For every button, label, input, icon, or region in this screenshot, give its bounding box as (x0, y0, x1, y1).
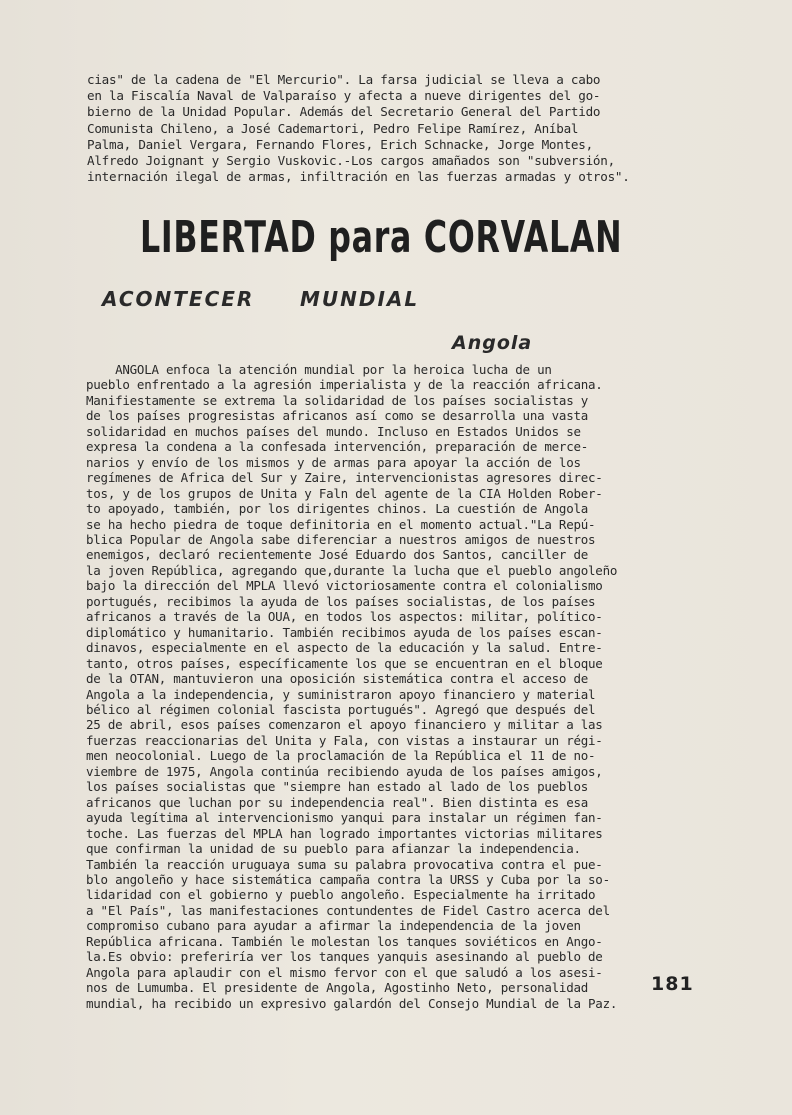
intro-paragraph: cias" de la cadena de "El Mercurio". La farsa judicial se lleva a cabo en la Fiscalía Naval de Valparaíso y afecta a nueve dirigentes del go- bierno de la Unidad Popular. Además del Secretario General del Partido Comunista Chileno, a José Cademartori, Pedro Felipe Ramírez, Aníbal Palma, Daniel Vergara, Fernando Flores, Erich Schnacke, Jorge Montes, Alfredo Joignant y Sergio Vuskovic.-Los cargos amañados son "subversión, internación ilegal de armas, infiltración en las fuerzas armadas y otros". (87, 72, 630, 185)
section-title-acontecer: ACONTECER (102, 287, 255, 311)
masthead-banner: LIBERTAD para CORVALAN (140, 212, 623, 263)
article-subheading: Angola (452, 332, 533, 354)
section-title-mundial: MUNDIAL (300, 287, 420, 311)
page-number: 181 (651, 973, 694, 995)
article-body: ANGOLA enfoca la atención mundial por la heroica lucha de un pueblo enfrentado a la agresión imperialista y de la reacción africana. Manifiestamente se extrema la solidaridad de los países socialistas y de los países progresistas africanos así como se desarrolla una vasta solidaridad en muchos países del mundo. Incluso en Estados Unidos se expresa la condena a la confesada intervención, preparación de merce- narios y envío de los mismos y de armas para apoyar la acción de los regímenes de Africa del Sur y Zaire, intervencionistas agresores direc- tos, y de los grupos de Unita y Faln del agente de la CIA Holden Rober- to apoyado, también, por los dirigentes chinos. La cuestión de Angola se ha hecho piedra de toque definitoria en el momento actual."La Repú- blica Popular de Angola sabe diferenciar a nuestros amigos de nuestros enemigos, declaró recientemente José Eduardo dos Santos, canciller de la joven República, agregando que,durante la lucha que el pueblo angoleño bajo la dirección del MPLA llevó victoriosamente contra el colonialismo portugués, recibimos la ayuda de los países socialistas, de los países africanos a través de la OUA, en todos los aspectos: militar, político- diplomático y humanitario. También recibimos ayuda de los países escan- dinavos, especialmente en el aspecto de la educación y la salud. Entre- tanto, otros países, específicamente los que se encuentran en el bloque de la OTAN, mantuvieron una oposición sistemática contra el acceso de Angola a la independencia, y suministraron apoyo financiero y material bélico al régimen colonial fascista portugués". Agregó que después del 25 de abril, esos países comenzaron el apoyo financiero y militar a las fuerzas reaccionarias del Unita y Fala, con vistas a instaurar un régi- men neocolonial. Luego de la proclamación de la República el 11 de no- viembre de 1975, Angola continúa recibiendo ayuda de los países amigos, los países socialistas que "siempre han estado al lado de los pueblos africanos que luchan por su independencia real". Bien distinta es esa ayuda legítima al intervencionismo yanqui para instalar un régimen fan- toche. Las fuerzas del MPLA han logrado importantes victorias militares que confirman la unidad de su pueblo para afianzar la independencia. También la reacción uruguaya suma su palabra provocativa contra el pue- blo angoleño y hace sistemática campaña contra la URSS y Cuba por la so- lidaridad con el gobierno y pueblo angoleño. Especialmente ha irritado a "El País", las manifestaciones contundentes de Fidel Castro acerca del compromiso cubano para ayudar a afirmar la independencia de la joven República africana. También le molestan los tanques soviéticos en Ango- la.Es obvio: preferiría ver los tanques yanquis asesinando al pueblo de Angola para aplaudir con el mismo fervor con el que saludó a los asesi- nos de Lumumba. El presidente de Angola, Agostinho Neto, personalidad mundial, ha recibido un expresivo galardón del Consejo Mundial de la Paz. (86, 362, 618, 1011)
